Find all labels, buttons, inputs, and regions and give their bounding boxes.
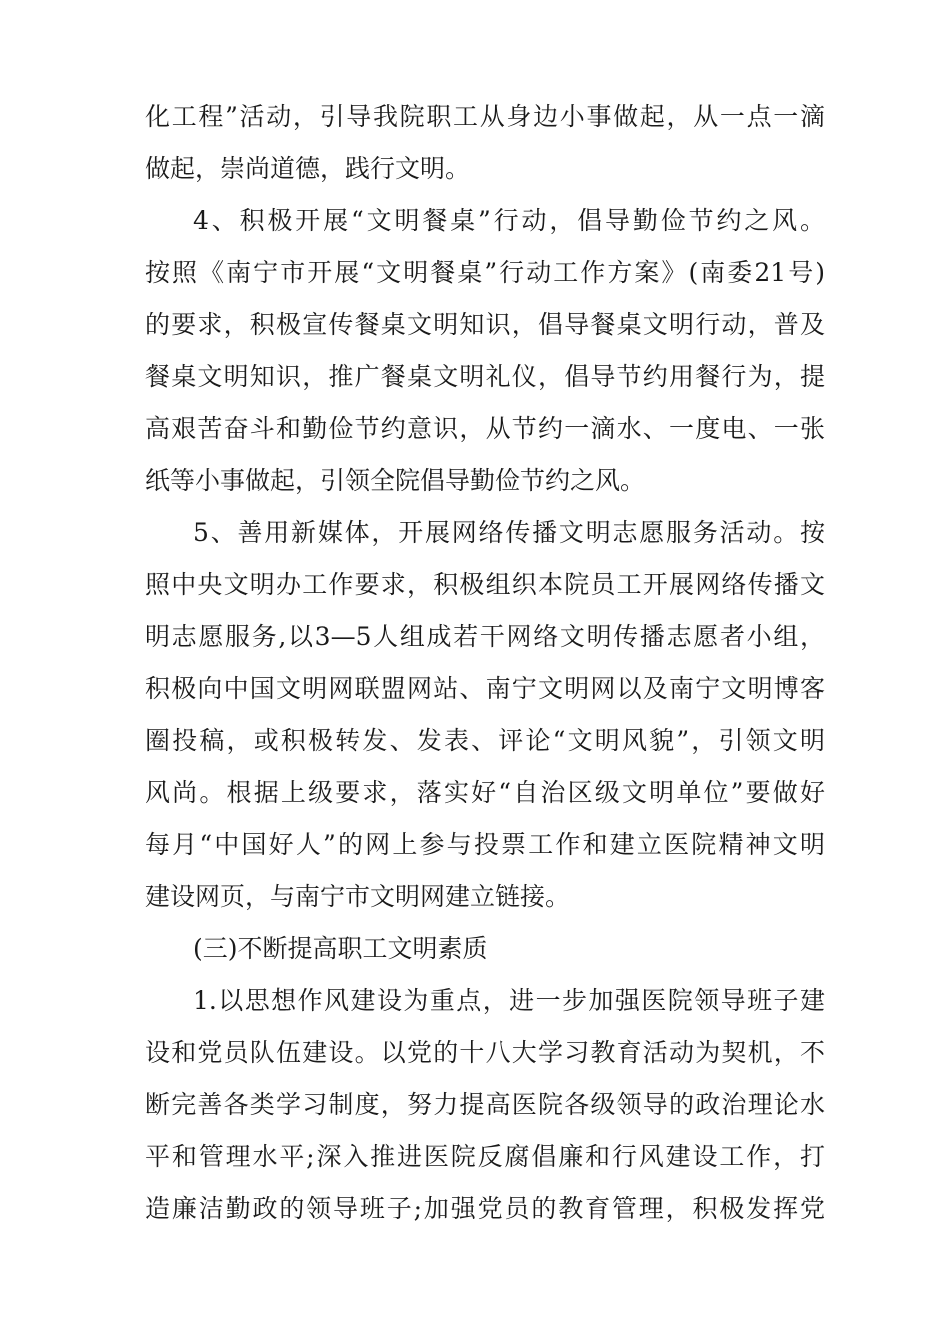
paragraph-line: 高艰苦奋斗和勤俭节约意识，从节约一滴水、一度电、一张	[145, 414, 825, 443]
paragraph-line: 设和党员队伍建设。以党的十八大学习教育活动为契机，不	[145, 1038, 825, 1067]
paragraph-line: 风尚。根据上级要求，落实好“自治区级文明单位”要做好	[145, 778, 825, 807]
paragraph-line: 4、积极开展“文明餐桌”行动，倡导勤俭节约之风。	[193, 206, 825, 235]
paragraph-line: 每月“中国好人”的网上参与投票工作和建立医院精神文明	[145, 830, 825, 859]
paragraph-line: 圈投稿，或积极转发、发表、评论“文明风貌”，引领文明	[145, 726, 825, 755]
paragraph-line: 做起，崇尚道德，践行文明。	[145, 154, 471, 183]
paragraph-line: 的要求，积极宣传餐桌文明知识，倡导餐桌文明行动，普及	[145, 310, 825, 339]
section-heading: (三)不断提高职工文明素质	[193, 934, 488, 963]
paragraph-line: 纸等小事做起，引领全院倡导勤俭节约之风。	[145, 466, 646, 495]
paragraph-line: 化工程”活动，引导我院职工从身边小事做起，从一点一滴	[145, 102, 825, 131]
paragraph-line: 按照《南宁市开展“文明餐桌”行动工作方案》(南委21号)	[145, 258, 825, 287]
paragraph-line: 积极向中国文明网联盟网站、南宁文明网以及南宁文明博客	[145, 674, 825, 703]
paragraph-line: 照中央文明办工作要求，积极组织本院员工开展网络传播文	[145, 570, 825, 599]
paragraph-line: 5、善用新媒体，开展网络传播文明志愿服务活动。按	[193, 518, 825, 547]
paragraph-line: 建设网页，与南宁市文明网建立链接。	[145, 882, 571, 911]
paragraph-line: 1.以思想作风建设为重点，进一步加强医院领导班子建	[193, 986, 825, 1015]
paragraph-line: 明志愿服务,以3—5人组成若干网络文明传播志愿者小组，	[145, 622, 825, 651]
paragraph-line: 断完善各类学习制度，努力提高医院各级领导的政治理论水	[145, 1090, 825, 1119]
paragraph-line: 餐桌文明知识，推广餐桌文明礼仪，倡导节约用餐行为，提	[145, 362, 825, 391]
paragraph-line: 平和管理水平;深入推进医院反腐倡廉和行风建设工作，打	[145, 1142, 825, 1171]
paragraph-line: 造廉洁勤政的领导班子;加强党员的教育管理，积极发挥党	[145, 1194, 825, 1223]
